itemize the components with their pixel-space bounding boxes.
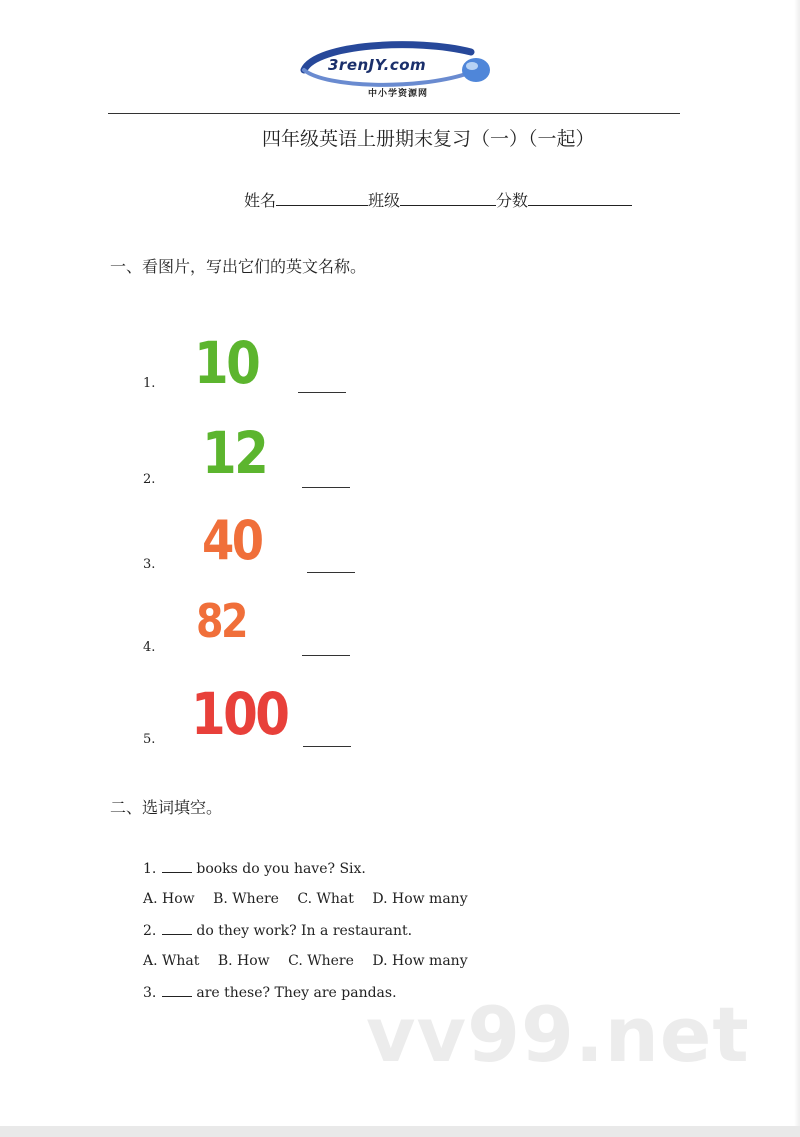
section2-heading: 二、选词填空。 [110,798,223,817]
name-blank[interactable] [276,189,368,206]
item-2-number-image: 12 [202,419,267,487]
question-1 [143,860,366,877]
class-label: 班级 [368,191,401,210]
question-3-text: are these? They are pandas. [196,985,397,1001]
question-1-blank[interactable] [162,860,192,873]
student-info-row [244,188,632,211]
logo-text: 3renJY.com [328,56,427,74]
question-2-number: 2. [143,923,157,939]
item-2-number: 2. [143,472,156,487]
option-a: A. What [143,953,200,969]
page-edge-shadow [794,0,800,1137]
page-bottom-edge [0,1126,800,1137]
question-3-number: 3. [143,985,157,1001]
item-2-answer-blank[interactable] [302,487,350,488]
item-5-number: 5. [143,732,156,747]
item-3-answer-blank[interactable] [307,572,355,573]
score-label: 分数 [496,191,529,210]
question-3 [143,984,397,1001]
question-2-blank[interactable] [162,922,192,935]
watermark: vv99.net [366,990,750,1079]
option-b: B. Where [213,891,279,907]
option-d: D. How many [372,953,468,969]
option-b: B. How [217,953,270,969]
score-blank[interactable] [528,189,632,206]
question-1-number: 1. [143,861,157,877]
item-5-answer-blank[interactable] [303,746,351,747]
option-c: C. What [297,891,354,907]
logo-subtitle: 中小学资源网 [368,89,429,99]
item-1-answer-blank[interactable] [298,392,346,393]
question-2 [143,922,412,939]
question-1-text: books do you have? Six. [196,861,366,877]
item-3-number-image: 40 [202,509,262,572]
question-3-blank[interactable] [162,984,192,997]
item-4-number-image: 82 [196,594,246,648]
item-1-number-image: 10 [194,329,259,397]
option-c: C. Where [288,953,354,969]
site-logo [296,40,496,102]
section1-heading: 一、看图片，写出它们的英文名称。 [110,257,367,276]
class-blank[interactable] [400,189,496,206]
item-4-answer-blank[interactable] [302,655,350,656]
item-5-number-image: 100 [191,680,288,748]
question-1-options [143,891,482,907]
item-4-number: 4. [143,640,156,655]
question-2-text: do they work? In a restaurant. [196,923,413,939]
option-d: D. How many [372,891,468,907]
item-3-number: 3. [143,557,156,572]
option-a: A. How [143,891,195,907]
question-2-options [143,953,482,969]
item-1-number: 1. [143,376,156,391]
page-title: 四年级英语上册期末复习（一）（一起） [262,128,595,150]
name-label: 姓名 [244,191,277,210]
header-divider [108,113,680,114]
